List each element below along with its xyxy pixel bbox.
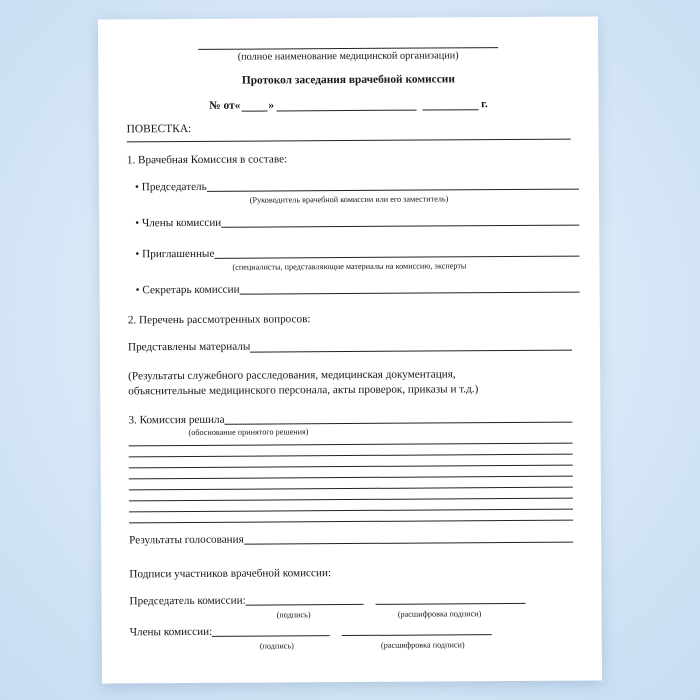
- caption-decode: (расшифровка подписи): [397, 609, 482, 619]
- org-name-caption: (полное наименование медицинской организации): [237, 50, 459, 63]
- chairman-signature-label: Председатель комиссии:: [129, 594, 246, 608]
- decision-blank[interactable]: [225, 421, 573, 424]
- document-title: Протокол заседания врачебной комиссии: [241, 73, 455, 87]
- month-blank[interactable]: [276, 109, 416, 111]
- decision-line[interactable]: [129, 464, 573, 468]
- protocol-number-date-row: [126, 97, 570, 115]
- document-paper: [98, 16, 602, 683]
- chairman-signature-captions: [235, 608, 574, 621]
- members-signature-row: [130, 623, 574, 641]
- decision-line[interactable]: [129, 442, 573, 446]
- protocol-number-label: № от«: [209, 99, 241, 113]
- secretary-blank[interactable]: [240, 292, 580, 295]
- quote-close: »: [268, 99, 275, 112]
- signatures-heading: Подписи участников врачебной комиссии:: [129, 566, 332, 581]
- chairman-caption: (Руководитель врачебной комиссии или его заместитель): [249, 194, 449, 205]
- voting-row: [129, 530, 573, 548]
- decision-line[interactable]: [129, 508, 573, 512]
- chairman-row: [127, 178, 579, 196]
- invited-blank[interactable]: [214, 256, 579, 259]
- agenda-label: ПОВЕСТКА:: [126, 122, 192, 136]
- document-body: [98, 16, 602, 683]
- section-1-heading: 1. Врачебная Комиссия в составе:: [126, 153, 288, 167]
- decision-line[interactable]: [129, 497, 573, 501]
- chairman-blank[interactable]: [207, 189, 579, 192]
- invited-caption: (специалисты, представляющие материалы на комиссию, эксперты: [232, 261, 467, 273]
- decision-line[interactable]: [129, 486, 573, 490]
- agenda-blank-line[interactable]: [127, 139, 571, 143]
- voting-label: Результаты голосования: [129, 533, 244, 547]
- invited-label: • Приглашенные: [135, 248, 215, 261]
- materials-blank[interactable]: [250, 349, 572, 352]
- caption-sign: (подпись): [259, 641, 294, 651]
- chairman-decode-blank[interactable]: [376, 603, 526, 605]
- caption-decode: (расшифровка подписи): [380, 640, 465, 651]
- members-signature-captions: [218, 639, 574, 652]
- section-3-heading: 3. Комиссия решила: [128, 413, 225, 427]
- decision-line[interactable]: [129, 519, 573, 523]
- caption-sign: (подпись): [276, 610, 311, 620]
- chairman-signature-blank[interactable]: [246, 604, 364, 606]
- year-suffix: г.: [481, 98, 488, 111]
- section-2-note-line-1: (Результаты служебного расследования, медицинская документация,: [128, 367, 456, 382]
- members-row: [127, 214, 579, 232]
- year-blank[interactable]: [422, 109, 478, 110]
- decision-caption: (обоснование принятого решения): [188, 427, 309, 437]
- members-decode-blank[interactable]: [342, 634, 492, 636]
- section-2: [128, 311, 573, 399]
- agenda-block: [127, 119, 571, 142]
- section-1: [127, 151, 572, 299]
- section-2-heading: 2. Перечень рассмотренных вопросов:: [127, 313, 311, 327]
- section-2-note: [128, 366, 572, 399]
- voting-blank[interactable]: [244, 541, 573, 544]
- members-signature-label: Члены комиссии:: [129, 625, 213, 639]
- decision-blank-lines: [129, 442, 573, 523]
- chairman-signature-row: [129, 592, 573, 610]
- members-signature-blank[interactable]: [212, 635, 330, 637]
- members-blank[interactable]: [221, 225, 579, 228]
- materials-row: [128, 338, 572, 356]
- decision-line[interactable]: [129, 453, 573, 457]
- day-blank[interactable]: [241, 110, 267, 111]
- chairman-label: • Председатель: [134, 181, 207, 194]
- materials-label: Представлены материалы: [127, 341, 251, 354]
- secretary-label: • Секретарь комиссии: [135, 283, 240, 297]
- section-2-note-line-2: объяснительные медицинского персонала, акты проверок, приказы и т.д.): [128, 382, 479, 397]
- section-3: [128, 410, 573, 523]
- secretary-row: [128, 281, 580, 299]
- members-label: • Члены комиссии: [135, 216, 222, 230]
- decision-line[interactable]: [129, 475, 573, 479]
- invited-row: [127, 245, 579, 263]
